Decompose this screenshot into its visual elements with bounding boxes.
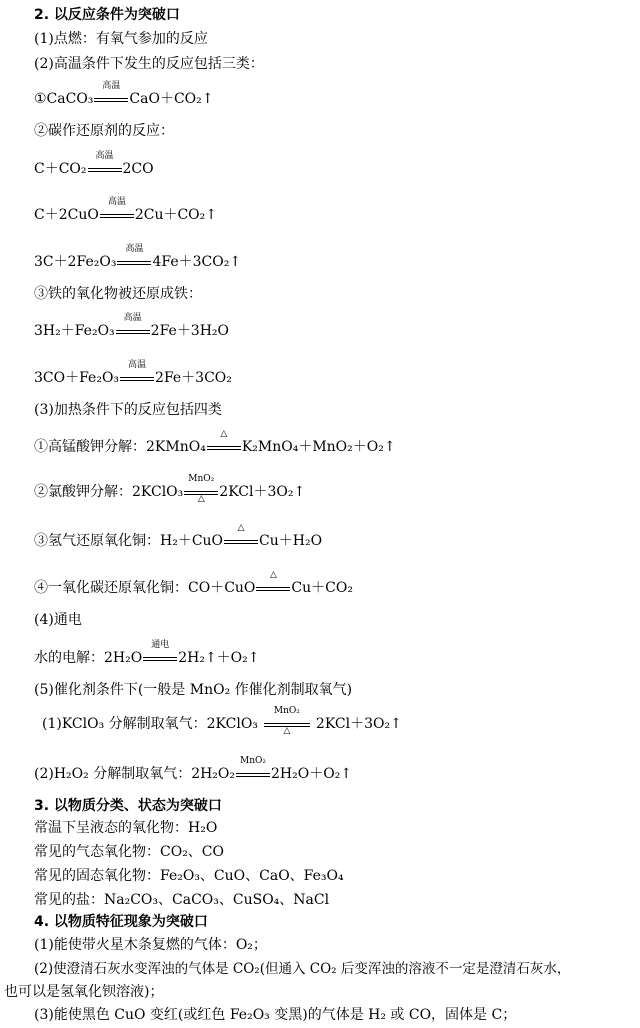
eq-left: 3CO＋Fe₂O₃ (34, 370, 120, 386)
line-reducing-agents: (3)能使黑色 CuO 变红(或红色 Fe₂O₃ 变黑)的气体是 H₂ 或 CO，固体是 C； (34, 1007, 517, 1023)
reaction-condition: MnO₂ △ (184, 483, 218, 501)
reaction-condition: 高温 (100, 206, 134, 224)
section-2-heading: 2. 以反应条件为突破口 (34, 7, 180, 23)
section-3-heading: 3. 以物质分类、状态为突破口 (34, 798, 222, 814)
line-solid-oxide: 常见的固态氧化物：Fe₂O₃、CuO、CaO、Fe₃O₄ (34, 868, 344, 884)
equation-c-co2 (34, 151, 154, 178)
eq-left: 3C＋2Fe₂O₃ (34, 254, 117, 270)
eq-right: 2Cu＋CO₂↑ (134, 207, 217, 223)
line-ignition: (1)点燃：有氧气参加的反应 (34, 31, 208, 47)
line-liquid-oxide: 常温下呈液态的氧化物：H₂O (34, 820, 218, 836)
eq-left: ③氢气还原氧化铜：H₂＋CuO (34, 533, 224, 549)
reaction-condition: △ (224, 532, 258, 550)
eq-left: ①高锰酸钾分解：2KMnO₄ (34, 439, 206, 455)
reaction-condition: 高温 (94, 90, 128, 108)
eq-right: 2KCl＋3O₂↑ (315, 716, 402, 732)
line-catalyst-intro: (5)催化剂条件下(一般是 MnO₂ 作催化剂制取氧气) (34, 682, 353, 698)
reaction-condition: △ (256, 579, 290, 597)
reaction-condition: 高温 (120, 369, 154, 387)
reaction-condition: 通电 (143, 649, 177, 667)
equation-h2-cuo (34, 523, 323, 550)
eq-left: C＋CO₂ (34, 161, 87, 177)
eq-right: CaO＋CO₂↑ (129, 91, 214, 107)
eq-left: (2)H₂O₂ 分解制取氧气：2H₂O₂ (34, 766, 236, 782)
eq-left: ②氯酸钾分解：2KClO₃ (34, 484, 184, 500)
eq-right: 2Fe＋3H₂O (150, 323, 230, 339)
eq-left: 3H₂＋Fe₂O₃ (34, 323, 115, 339)
reaction-condition: 高温 (88, 160, 122, 178)
eq-left: ④一氧化碳还原氧化铜：CO＋CuO (34, 580, 256, 596)
eq-right: 2KCl＋3O₂↑ (219, 484, 306, 500)
eq-left: 水的电解：2H₂O (34, 650, 143, 666)
eq-left: (1)KClO₃ 分解制取氧气：2KClO₃ (42, 716, 258, 732)
line-co2-test: (2)使澄清石灰水变浑浊的气体是 CO₂(但通入 CO₂ 后变浑浊的溶液不一定是澄清石灰水， (34, 961, 571, 977)
eq-right: 2H₂O＋O₂↑ (271, 766, 353, 782)
equation-c-cuo (34, 197, 217, 224)
line-gas-oxide: 常见的气态氧化物：CO₂、CO (34, 844, 224, 860)
equation-caco3 (34, 81, 214, 108)
line-electrolysis-intro: (4)通电 (34, 612, 82, 628)
eq-right: K₂MnO₄＋MnO₂＋O₂↑ (241, 439, 396, 455)
equation-h2o2 (34, 756, 353, 783)
section-4-heading: 4. 以物质特征现象为突破口 (34, 914, 208, 930)
equation-kclo3 (34, 474, 306, 504)
equation-co-fe2o3 (34, 360, 232, 387)
line-iron-oxide-reduction: ③铁的氧化物被还原成铁： (34, 286, 202, 302)
eq-right: 4Fe＋3CO₂↑ (152, 254, 242, 270)
equation-c-fe2o3 (34, 244, 242, 271)
equation-water-electrolysis (34, 640, 260, 667)
equation-h2-fe2o3 (34, 313, 230, 340)
reaction-condition: MnO₂ (236, 765, 270, 783)
eq-left: C＋2CuO (34, 207, 99, 223)
eq-right: 2CO (122, 161, 154, 177)
line-carbon-reductant: ②碳作还原剂的反应： (34, 123, 174, 139)
eq-left: ①CaCO₃ (34, 91, 94, 107)
reaction-condition: MnO₂ △ (264, 715, 310, 733)
equation-kmno4 (34, 429, 396, 456)
line-oxygen-test: (1)能使带火星木条复燃的气体：O₂； (34, 937, 267, 953)
equation-kclo3-catalyst (42, 706, 402, 736)
line-common-salts: 常见的盐：Na₂CO₃、CaCO₃、CuSO₄、NaCl (34, 892, 330, 908)
eq-right: 2H₂↑＋O₂↑ (178, 650, 260, 666)
eq-right: 2Fe＋3CO₂ (155, 370, 232, 386)
reaction-condition: 高温 (116, 322, 150, 340)
line-high-temp-intro: (2)高温条件下发生的反应包括三类： (34, 56, 264, 72)
equation-co-cuo (34, 570, 353, 597)
line-co2-test-cont: 也可以是氢氧化钡溶液)； (4, 984, 164, 1000)
reaction-condition: △ (207, 438, 241, 456)
reaction-condition: 高温 (117, 253, 151, 271)
line-heating-intro: (3)加热条件下的反应包括四类 (34, 402, 222, 418)
eq-right: Cu＋CO₂ (291, 580, 353, 596)
eq-right: Cu＋H₂O (259, 533, 323, 549)
